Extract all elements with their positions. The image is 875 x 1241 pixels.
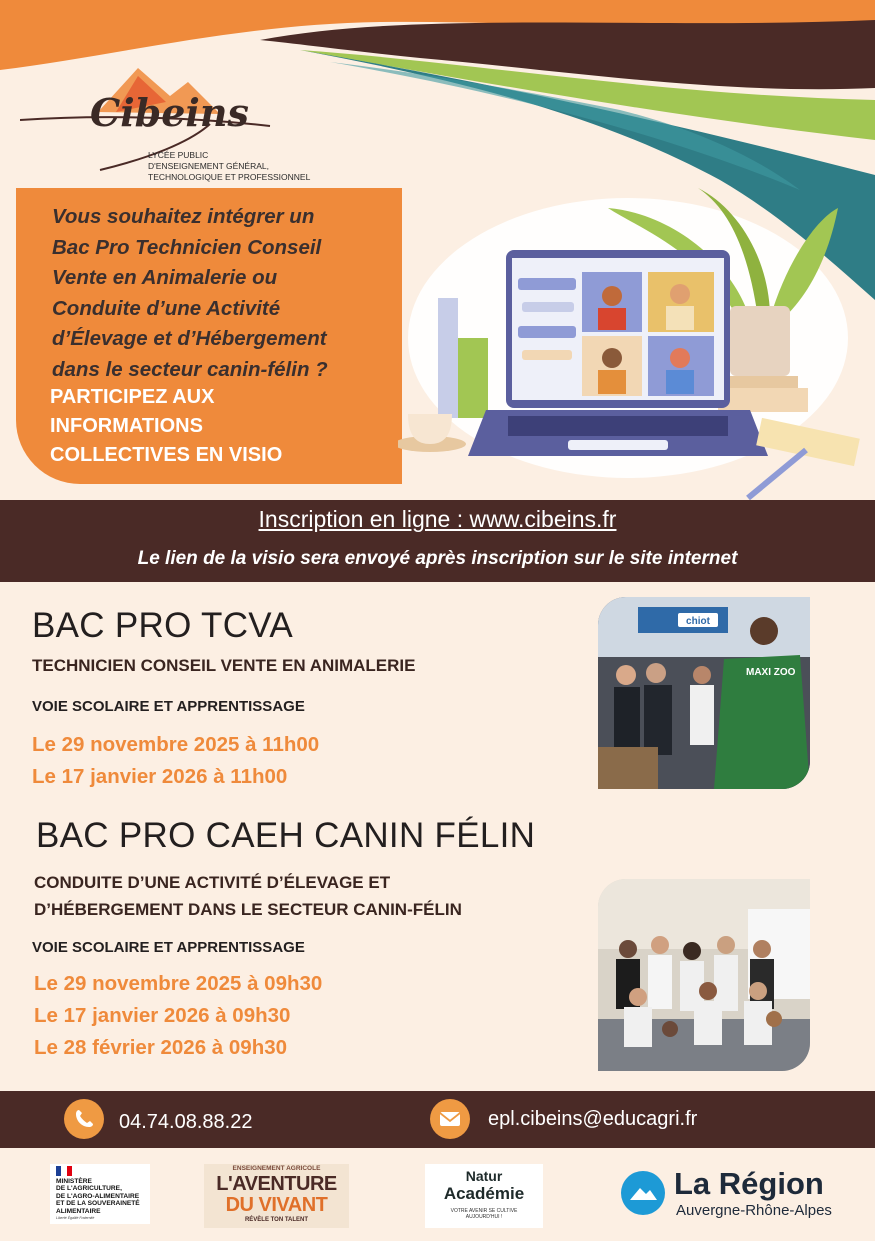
- natur-academie-logo: Natur Académie VOTRE AVENIR SE CULTIVE AUJOURD'HUI !: [425, 1164, 543, 1228]
- region-logo-icon: [620, 1170, 666, 1216]
- program-mode-caeh: VOIE SCOLAIRE ET APPRENTISSAGE: [32, 939, 305, 956]
- date-item: Le 17 janvier 2026 à 11h00: [32, 765, 288, 788]
- email-address[interactable]: epl.cibeins@educagri.fr: [488, 1108, 698, 1130]
- program-subtitle-tcva: TECHNICIEN CONSEIL VENTE EN ANIMALERIE: [32, 656, 416, 675]
- intro-call-to-action: PARTICIPEZ AUX INFORMATIONS COLLECTIVES EN VISIO: [50, 386, 283, 466]
- photo-caeh-group: [598, 879, 810, 1071]
- school-logo-text: Cibeins: [90, 90, 249, 135]
- chiot-sign: chiot: [686, 616, 710, 627]
- program-title-tcva: BAC PRO TCVA: [32, 606, 293, 645]
- region-name: La Région: [674, 1166, 824, 1201]
- region-subtitle: Auvergne-Rhône-Alpes: [676, 1202, 832, 1219]
- date-item: Le 29 novembre 2025 à 11h00: [32, 733, 320, 756]
- maxi-zoo-label: MAXI ZOO: [746, 667, 796, 678]
- registration-link[interactable]: Inscription en ligne : www.cibeins.fr: [258, 506, 617, 532]
- program-mode-tcva: VOIE SCOLAIRE ET APPRENTISSAGE: [32, 698, 305, 715]
- program-dates-caeh: [34, 968, 322, 1064]
- date-item: Le 29 novembre 2025 à 09h30: [34, 972, 323, 995]
- program-title-caeh: BAC PRO CAEH CANIN FÉLIN: [36, 816, 536, 855]
- intro-question: Vous souhaitez intégrer un Bac Pro Technicien Conseil Vente en Animalerie ou Conduite d’une Activité d’Élevage et d’Hébergement dans le secteur canin-félin ?: [52, 205, 328, 381]
- french-flag-icon: [56, 1166, 72, 1176]
- date-item: Le 17 janvier 2026 à 09h30: [34, 1004, 291, 1027]
- ministry-logo: MINISTÈRE DE L'AGRICULTURE, DE L'AGRO-ALIMENTAIRE ET DE LA SOUVERAINETÉ ALIMENTAIRE Liberté Égalité Fraternité: [50, 1164, 150, 1224]
- photo-tcva-store-visit: [598, 597, 810, 789]
- program-subtitle-caeh: CONDUITE D’UNE ACTIVITÉ D’ÉLEVAGE ET D’HÉBERGEMENT DANS LE SECTEUR CANIN-FÉLIN: [34, 873, 462, 919]
- phone-number[interactable]: 04.74.08.88.22: [119, 1111, 253, 1133]
- envelope-icon: [430, 1099, 470, 1139]
- aventure-du-vivant-logo: ENSEIGNEMENT AGRICOLE L'AVENTURE DU VIVANT RÉVÈLE TON TALENT: [204, 1164, 349, 1228]
- phone-icon: [64, 1099, 104, 1139]
- date-item: Le 28 février 2026 à 09h30: [34, 1036, 288, 1059]
- video-conference-illustration: [398, 188, 868, 506]
- program-dates-tcva: [32, 729, 319, 793]
- registration-note: Le lien de la visio sera envoyé après inscription sur le site internet: [137, 548, 738, 569]
- school-subtitle: LYCÉE PUBLIC D'ENSEIGNEMENT GÉNÉRAL, TECHNOLOGIQUE ET PROFESSIONNEL: [148, 150, 311, 182]
